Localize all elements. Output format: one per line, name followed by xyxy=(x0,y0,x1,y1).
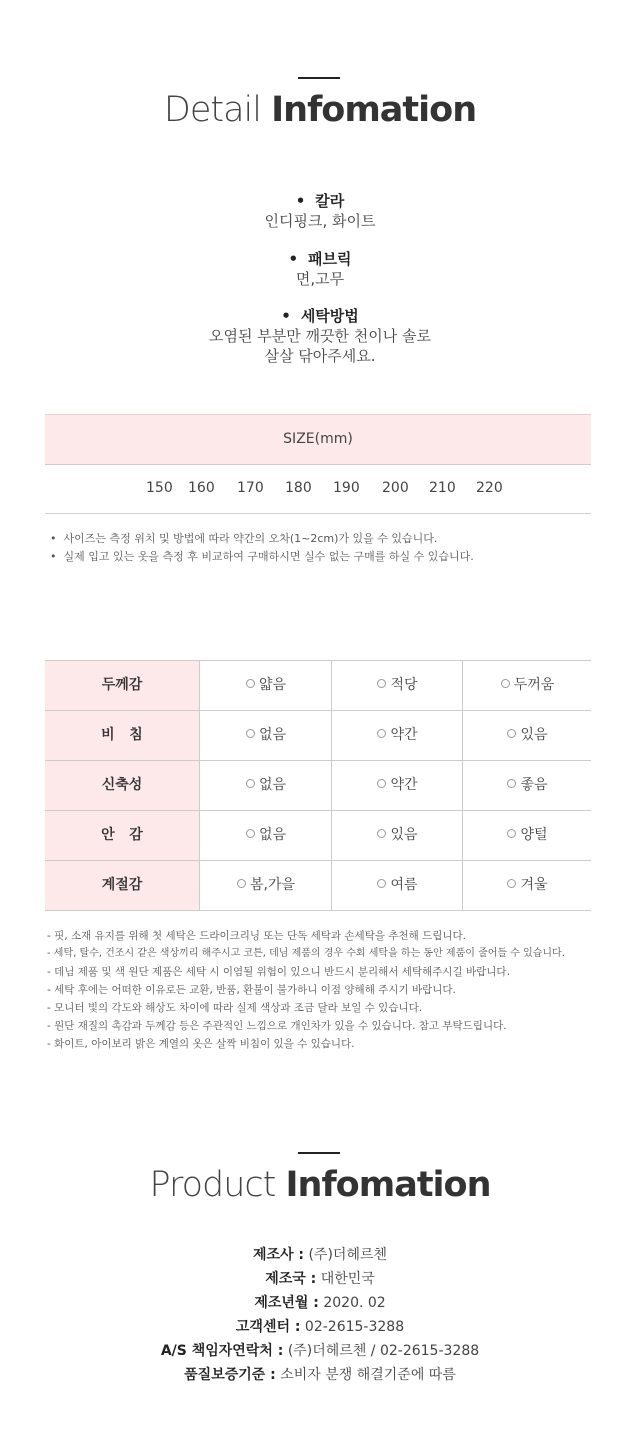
info-color-head: 칼라 xyxy=(315,192,345,210)
product-info-value: 대한민국 xyxy=(320,1271,375,1287)
option-label: 봄,가을 xyxy=(249,877,296,893)
radio-icon xyxy=(507,779,516,788)
detail-title-light: Detail xyxy=(163,90,261,130)
row-label: 계절감 xyxy=(45,861,199,910)
info-wash xyxy=(0,306,640,366)
option-label: 두꺼움 xyxy=(513,677,555,693)
product-info-row xyxy=(0,1363,640,1387)
radio-icon xyxy=(237,879,246,888)
size-header: SIZE(mm) xyxy=(45,414,591,465)
product-info-key: 제조국 : xyxy=(265,1271,317,1287)
option-cell xyxy=(331,811,463,860)
product-title xyxy=(0,1165,640,1205)
care-note: - 데님 제품 및 색 원단 제품은 세탁 시 이염될 위험이 있으니 반드시 분리해서 세탁해주시길 바랍니다. xyxy=(47,966,510,978)
product-info-value: 02-2615-3288 xyxy=(304,1319,405,1335)
radio-icon xyxy=(246,679,255,688)
product-title-light: Product xyxy=(149,1165,276,1205)
care-note: - 세탁, 탈수, 건조시 같은 색상끼리 해주시고 코튼, 데님 제품의 경우 수회 세탁을 하는 동안 제품이 줄어들 수 있습니다. xyxy=(47,948,565,959)
size-value: 200 xyxy=(382,480,409,496)
detail-title xyxy=(0,90,640,130)
table-row xyxy=(45,661,591,711)
radio-icon xyxy=(507,829,516,838)
section-divider-top xyxy=(298,77,340,79)
option-label: 있음 xyxy=(520,727,548,743)
product-info-key: 제조사 : xyxy=(252,1247,305,1263)
radio-icon xyxy=(377,679,386,688)
table-row xyxy=(45,761,591,811)
option-cell xyxy=(462,811,592,860)
option-cell xyxy=(331,761,463,810)
product-info-key: 제조년월 : xyxy=(254,1295,319,1311)
info-fabric xyxy=(0,249,640,289)
product-info-row xyxy=(0,1291,640,1315)
product-info-value: 2020. 02 xyxy=(323,1295,386,1311)
option-label: 얇음 xyxy=(258,677,287,693)
size-value: 170 xyxy=(237,480,264,496)
option-label: 없음 xyxy=(258,827,287,843)
size-note: • 실제 입고 있는 옷을 측정 후 비교하여 구매하시면 실수 없는 구매를 하실 수 있습니다. xyxy=(50,550,474,563)
option-cell xyxy=(199,861,332,910)
option-cell xyxy=(199,761,332,810)
product-info-value: (주)더헤르첸 / 02-2615-3288 xyxy=(287,1343,480,1359)
bullet-icon: • xyxy=(295,192,306,210)
radio-icon xyxy=(246,729,255,738)
row-label: 안 감 xyxy=(45,811,199,860)
option-cell xyxy=(331,861,463,910)
info-fabric-head: 패브릭 xyxy=(308,250,352,268)
info-wash-head: 세탁방법 xyxy=(300,307,359,325)
care-note: - 원단 재질의 촉감과 두께감 등은 주관적인 느낌으로 개인차가 있을 수 있습니다. 참고 부탁드립니다. xyxy=(47,1020,507,1032)
option-label: 없음 xyxy=(258,727,287,743)
size-note-text: 실제 입고 있는 옷을 측정 후 비교하여 구매하시면 실수 없는 구매를 하실 수 있습니다. xyxy=(63,550,474,563)
option-cell xyxy=(199,811,332,860)
size-value: 190 xyxy=(333,480,360,496)
option-label: 있음 xyxy=(390,827,418,843)
bullet-icon: • xyxy=(288,250,299,268)
option-label: 좋음 xyxy=(520,777,548,793)
radio-icon xyxy=(507,879,516,888)
info-color-value: 인디핑크, 화이트 xyxy=(264,212,376,230)
option-cell xyxy=(199,661,332,710)
size-value: 220 xyxy=(476,480,503,496)
row-label: 신축성 xyxy=(45,761,199,810)
size-note: • 사이즈는 측정 위치 및 방법에 따라 약간의 오차(1~2cm)가 있을 수 있습니다. xyxy=(50,532,438,545)
option-label: 없음 xyxy=(258,777,287,793)
section-divider-bottom xyxy=(298,1152,340,1154)
size-note-text: 사이즈는 측정 위치 및 방법에 따라 약간의 오차(1~2cm)가 있을 수 있습니다. xyxy=(63,532,438,545)
option-cell xyxy=(462,761,592,810)
option-cell xyxy=(462,661,592,710)
radio-icon xyxy=(377,779,386,788)
product-info-value: (주)더헤르첸 xyxy=(308,1247,388,1263)
info-wash-value-2: 살살 닦아주세요. xyxy=(264,347,376,365)
care-note: - 핏, 소재 유지를 위해 첫 세탁은 드라이크리닝 또는 단독 세탁과 손세탁을 추천해 드립니다. xyxy=(47,930,467,942)
product-info-row xyxy=(0,1339,640,1363)
info-wash-value: 오염된 부분만 깨끗한 천이나 솔로 xyxy=(209,327,431,345)
option-label: 적당 xyxy=(390,677,418,693)
row-label: 비 침 xyxy=(45,711,199,760)
product-info-key: 품질보증기준 : xyxy=(184,1367,276,1383)
product-info-key: A/S 책임자연락처 : xyxy=(160,1343,284,1359)
product-info-key: 고객센터 : xyxy=(235,1319,301,1335)
size-value: 150 xyxy=(146,480,173,496)
product-info-row xyxy=(0,1315,640,1339)
detail-title-bold: Infomation xyxy=(271,90,477,130)
info-fabric-value: 면,고무 xyxy=(295,270,345,288)
table-row xyxy=(45,711,591,761)
radio-icon xyxy=(246,829,255,838)
radio-icon xyxy=(377,729,386,738)
care-note: - 화이트, 아이보리 밝은 계열의 옷은 살짝 비침이 있을 수 있습니다. xyxy=(47,1038,355,1050)
table-row xyxy=(45,811,591,861)
info-color xyxy=(0,191,640,231)
product-info-row xyxy=(0,1243,640,1267)
size-value: 180 xyxy=(285,480,312,496)
radio-icon xyxy=(507,729,516,738)
product-info-value: 소비자 분쟁 해결기준에 따름 xyxy=(280,1367,456,1383)
row-label: 두께감 xyxy=(45,661,199,710)
size-value: 160 xyxy=(188,480,215,496)
radio-icon xyxy=(501,679,510,688)
properties-table xyxy=(45,660,591,911)
option-cell xyxy=(199,711,332,760)
option-cell xyxy=(331,711,463,760)
radio-icon xyxy=(377,829,386,838)
care-note: - 세탁 후에는 어떠한 이유로든 교환, 반품, 환불이 불가하니 이점 양해해 주시기 바랍니다. xyxy=(47,984,456,996)
option-label: 약간 xyxy=(390,777,418,793)
product-info-list xyxy=(0,1243,640,1387)
table-row xyxy=(45,861,591,911)
radio-icon xyxy=(377,879,386,888)
option-label: 약간 xyxy=(390,727,418,743)
option-label: 양털 xyxy=(520,827,548,843)
bullet-icon: • xyxy=(281,307,291,325)
care-note: - 모니터 빛의 각도와 해상도 차이에 따라 실제 색상과 조금 달라 보일 수 있습니다. xyxy=(47,1002,423,1014)
option-cell xyxy=(462,861,592,910)
option-cell xyxy=(331,661,463,710)
option-label: 겨울 xyxy=(520,877,548,893)
product-title-bold: Infomation xyxy=(285,1165,491,1205)
option-label: 여름 xyxy=(390,877,418,893)
size-row xyxy=(45,464,591,514)
option-cell xyxy=(462,711,592,760)
radio-icon xyxy=(246,779,255,788)
product-info-row xyxy=(0,1267,640,1291)
size-value: 210 xyxy=(429,480,456,496)
